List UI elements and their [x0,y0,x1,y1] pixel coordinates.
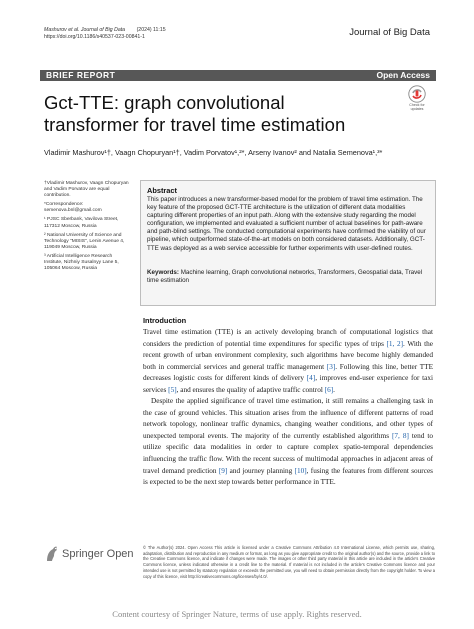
citation-link[interactable]: [3] [326,362,336,371]
correspondence[interactable]: *Correspondence: semenova.bnl@gmail.com [44,202,102,214]
check-updates-icon [408,85,426,103]
footer-notice: Content courtesy of Springer Nature, terms of use apply. Rights reserved. [112,609,362,619]
text-run: . Following this line, better TTE decreases logistic costs for different kinds of delivery [143,362,433,383]
open-access-label: Open Access [376,70,430,80]
text-run: and journey planning [227,466,295,475]
citation-year: (2024) 11:15 [136,27,166,33]
citation-link[interactable]: [9] [218,466,228,475]
doi-link[interactable]: https://doi.org/10.1186/s40537-023-00841-1 [44,34,145,40]
citation-link[interactable]: [5] [168,385,177,394]
springer-open-text: Springer Open [62,548,134,560]
citation-link[interactable]: [4] [306,374,316,383]
intro-paragraph-2 [143,396,433,488]
keywords-list: Machine learning, Graph convolutional networks, Transformers, Geospatial data, Travel time estimation [147,269,423,285]
check-updates-text-1: Check for [409,103,425,107]
citation-link[interactable]: [10] [294,466,307,475]
author-list: Vladimir Mashurov¹†, Vaagn Chopuryan¹†, Vadim Porvatov¹,²*, Arseny Ivanov² and Natalia Semenova¹,³* [44,148,383,157]
text-run: Despite the applied significance of travel time estimation, it still remains a challenging task in the case of ground vehicles. This situation arises from the influence of different patterns of road network topology, nonlinear traffic dynamics, changing weather conditions, and other types of unexpected temporal events. The majority of the currently established algorithms [143,397,433,440]
check-for-updates-badge[interactable] [402,85,432,111]
introduction-heading: Introduction [143,316,187,325]
abstract-box [140,180,436,306]
affiliation-3: ³ Artificial Intelligence Research Institute, Nizhniy Susalnyy Lane 5, 105064 Moscow, Russia [44,253,119,272]
abstract-heading: Abstract [147,186,177,195]
citation-link[interactable]: [6] [324,385,334,394]
text-run: Travel time estimation (TTE) is an actively developing branch of computational logistics that considers the prediction of potential time expenditures for specific types of trips [143,328,433,348]
license-text: © The Author(s) 2024. Open Access This article is licensed under a Creative Commons Attribution 4.0 International License, which permits use, sharing, adaptation, distribution and reproduction in any medium or format, as long as you give appropriate credit to the original author(s) and the source, provide a link to the Creative Commons licence, and indicate if changes were made. The images or other third party material in this article are included in the article's Creative Commons licence, unless indicated otherwise in a credit line to the material. If material is not included in the article's Creative Commons licence and your intended use is not permitted by statutory regulation or exceeds the permitted use, you will need to obtain permission directly from the copyright holder. To view a copy of this licence, visit http://creativecommons.org/licenses/by/4.0/. [143,545,435,579]
text-run: , fusing the features from different sources is expected to be the next step towards better performance in TTE. [143,466,433,487]
affiliations [44,181,132,275]
keywords-label: Keywords: [147,269,179,276]
springer-open-logo [44,545,139,565]
citation-journal: Journal of Big Data [80,27,126,33]
text-run: , improves end-user experience for taxi services [143,374,434,394]
article-type-label: BRIEF REPORT [46,70,116,80]
text-run: , and ensures the quality of adaptive traffic control [176,385,325,394]
intro-paragraph-1 [143,327,433,396]
introduction-body [143,327,433,489]
text-run: tend to utilize specific data modalities in order to capture complex spatio-temporal dependencies influencing the traffic flow. With the recent success of multimodal approaches in adjacent areas of travel demand prediction [143,431,433,475]
citation-link[interactable]: [7, 8] [392,431,409,440]
affiliation-1: ¹ PJSC Sberbank, Vavilova Street, 117312 Moscow, Russia [44,217,119,229]
abstract-text: This paper introduces a new transformer-based model for the problem of travel time estimation. The key feature of the proposed GCT-TTE architecture is the utilization of different data modalities capturing different properties of an input path. Along with the extensive study regarding the model configuration, we implemented and evaluated a sufficient number of actual baselines for path-aware and path-blind settings. The conducted computational experiments have confirmed the viability of our pipeline, which outperformed state-of-the-art models on both considered datasets. Additionally, GCT-TTE was deployed as a web service accessible for further experiments with user-defined routes. [147,196,426,252]
header-citation [44,27,166,41]
text-run: . [333,385,335,394]
springer-horse-icon [44,545,60,563]
paper-title: Gct-TTE: graph convolutional transformer for travel time estimation [44,92,346,135]
citation-authors: Mashurov et al. [44,27,80,33]
check-updates-text-2: updates [410,107,424,111]
keywords [147,269,429,285]
article-type-band [40,70,436,81]
citation-link[interactable]: [1, 2] [386,339,404,348]
journal-name: Journal of Big Data [349,27,430,38]
affiliation-2: ² National University of Science and Technology “MISIS”, Lenin Avenue 4, 119049 Moscow, Russia [44,232,125,250]
equal-contribution-note: †Vladimir Mashurov, Vaagn Chopuryan and Vadim Porvatov are equal contribution. [44,181,129,199]
text-run: . With the recent growth of urban environment complexity, such algorithms have become highly demanded both in commercial services and general traffic management [143,339,433,371]
